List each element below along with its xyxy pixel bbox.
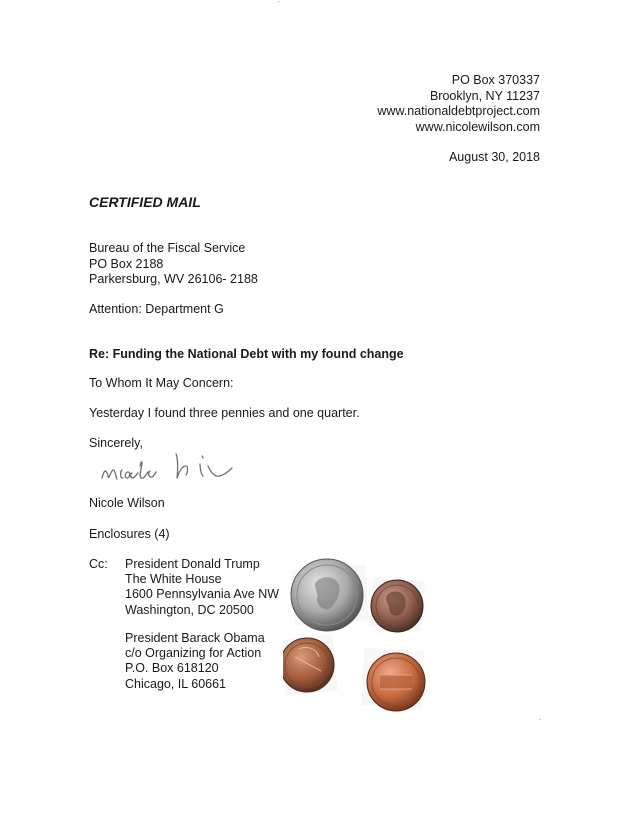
cc-recipient-line-4: Washington, DC 20500: [125, 602, 254, 617]
letter-date: August 30, 2018: [448, 150, 540, 164]
taped-coins: [283, 553, 443, 722]
coins-graphic: [283, 553, 443, 718]
recipient-city-line: Parkersburg, WV 26106- 2188: [89, 272, 258, 287]
sender-address: [377, 73, 540, 136]
subject-line: Re: Funding the National Debt with my found change: [89, 347, 404, 361]
scan-speck: [539, 719, 541, 720]
cc-recipient-line-2: c/o Organizing for Action: [125, 646, 262, 661]
penny-coin: [283, 638, 334, 692]
cc-recipient-1: [125, 557, 279, 618]
cc-label: Cc:: [89, 557, 108, 571]
penny-coin: [371, 580, 423, 632]
penny-coin: [367, 653, 425, 711]
salutation: To Whom It May Concern:: [89, 376, 234, 390]
recipient-po-box: PO Box 2188: [89, 256, 164, 271]
cc-recipient-line-3: 1600 Pennsylvania Ave NW: [125, 587, 280, 602]
scan-speck: [278, 1, 280, 2]
sender-website-2: www.nicolewilson.com: [415, 120, 540, 135]
sender-city-line: Brooklyn, NY 11237: [429, 88, 540, 103]
sender-website-1: www.nationaldebtproject.com: [377, 104, 540, 119]
cc-recipient-name: President Donald Trump: [125, 557, 260, 571]
signature-graphic: [98, 448, 238, 488]
cc-recipient-line-3: P.O. Box 618120: [125, 661, 219, 676]
cc-recipient-name: President Barack Obama: [125, 631, 265, 645]
letter-body: Yesterday I found three pennies and one quarter.: [89, 406, 360, 420]
closing: Sincerely,: [89, 436, 143, 450]
sender-po-box: PO Box 370337: [451, 73, 540, 87]
enclosures-line: Enclosures (4): [89, 527, 170, 541]
cc-recipient-2: [125, 631, 265, 692]
certified-mail-label: CERTIFIED MAIL: [89, 194, 201, 210]
recipient-address: [89, 241, 258, 288]
cc-recipient-line-4: Chicago, IL 60661: [125, 676, 227, 691]
cc-recipient-line-2: The White House: [125, 572, 222, 587]
quarter-coin: [291, 559, 363, 631]
attention-line: Attention: Department G: [89, 302, 224, 316]
handwritten-signature: [98, 448, 238, 492]
signer-name: Nicole Wilson: [89, 496, 165, 510]
recipient-name: Bureau of the Fiscal Service: [89, 241, 246, 255]
